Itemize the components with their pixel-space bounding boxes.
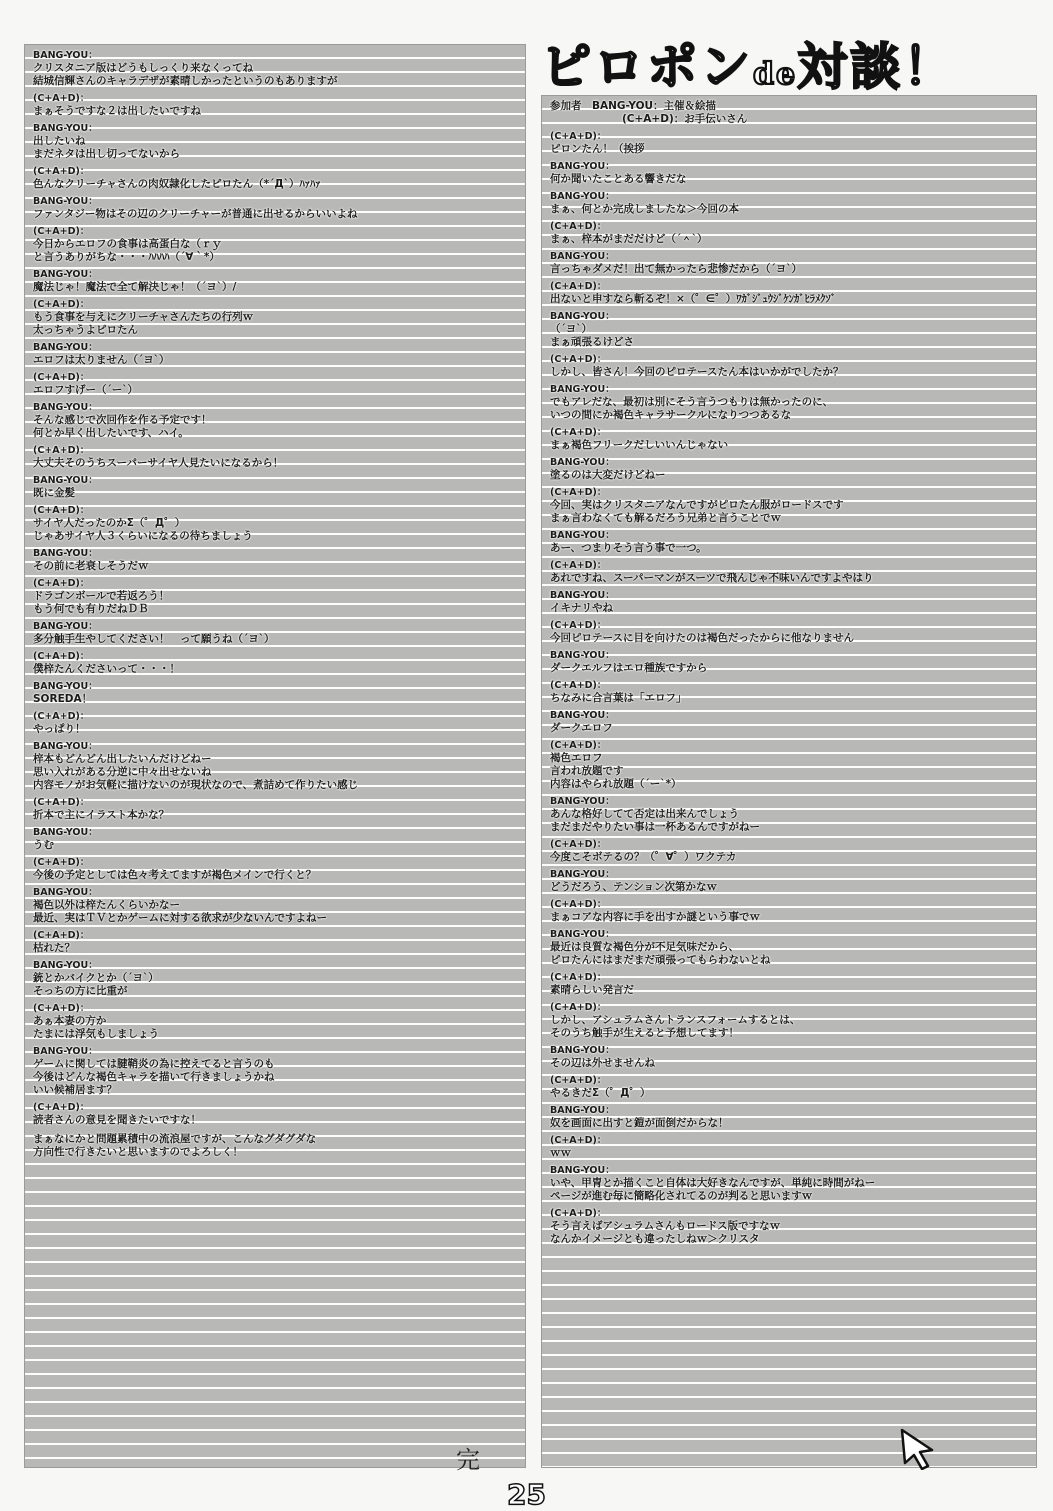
dialogue-line: 塗るのは大変だけどねー	[550, 469, 666, 481]
dialogue-line: 今回、実はクリスタニアなんですがピロたん服がロードスです	[550, 499, 844, 511]
speaker-label: BANG-YOU：	[550, 1165, 615, 1176]
speaker-label: BANG-YOU：	[550, 251, 615, 262]
dialogue-line: 既に金髪	[33, 487, 75, 499]
dialogue-line: どうだろう、テンション次第かなｗ	[550, 881, 718, 893]
dialogue-entry	[550, 486, 1028, 525]
dialogue-entry	[33, 796, 517, 822]
dialogue-line: 最近は良質な褐色分が不足気味だから、	[550, 941, 739, 953]
dialogue-line: SOREDA！	[33, 693, 93, 705]
speaker-label: (C+A+D)：	[550, 972, 607, 983]
dialogue-line: イキナリやね	[550, 602, 613, 614]
speaker-label: BANG-YOU：	[550, 929, 615, 940]
dialogue-line: クリスタニア版はどうもしっくり来なくってね	[33, 62, 254, 74]
dialogue-entry	[550, 1044, 1028, 1070]
dialogue-entry	[33, 710, 517, 736]
speaker-label: BANG-YOU：	[550, 710, 615, 721]
dialogue-line: 色んなクリーチャさんの肉奴隷化したピロたん（*´Д`）ﾊｧﾊｧ	[33, 178, 321, 190]
dialogue-entry	[550, 1134, 1028, 1160]
dialogue-line: まぁ頑張るけどさ	[550, 336, 634, 348]
dialogue-entry	[550, 250, 1028, 276]
dialogue-line: 言われ放題です	[550, 765, 624, 777]
dialogue-line: まぁ言わなくても解るだろう兄弟と言うことでｗ	[550, 512, 781, 524]
dialogue-entry	[33, 122, 517, 161]
speaker-label: BANG-YOU：	[33, 960, 98, 971]
dialogue-entry	[550, 1001, 1028, 1040]
dialogue-line: やっぱり！	[33, 723, 86, 735]
speaker-label: (C+A+D)：	[33, 651, 90, 662]
speaker-label: BANG-YOU：	[550, 590, 615, 601]
dialogue-line: ちなみに合言葉は「エロフ」	[550, 692, 687, 704]
dialogue-entry	[33, 740, 517, 792]
speaker-label: (C+A+D)：	[33, 930, 90, 941]
dialogue-entry	[550, 190, 1028, 216]
dialogue-entry	[550, 160, 1028, 186]
dialogue-entry	[33, 401, 517, 440]
dialogue-entry	[33, 195, 517, 221]
dialogue-line: エロフすげー（´ー`）	[33, 384, 138, 396]
dialogue-line: 折本で主にイラスト本かな？	[33, 809, 170, 821]
speaker-label: BANG-YOU：	[33, 741, 98, 752]
dialogue-line: まぁ、梓本がまだだけど（´＾`）	[550, 233, 708, 245]
dialogue-line: （´ヨ`）	[550, 323, 592, 335]
speaker-label: BANG-YOU：	[550, 869, 615, 880]
dialogue-line: ダークエルフはエロ種族ですから	[550, 662, 708, 674]
dialogue-line: 枯れた？	[33, 942, 75, 954]
page-number: 25	[507, 1478, 546, 1511]
left-column	[24, 44, 526, 1468]
speaker-label: BANG-YOU：	[550, 311, 615, 322]
dialogue-entry	[550, 220, 1028, 246]
dialogue-line: と言うありがちな・・・ﾊﾊﾊﾊ（´∀｀*）	[33, 251, 220, 263]
dialogue-line: しかし、皆さん！今回のピロテースたん本はいかがでしたか？	[550, 366, 844, 378]
speaker-label: BANG-YOU：	[33, 342, 98, 353]
dialogue-entry	[33, 1002, 517, 1041]
speaker-label: (C+A+D)：	[550, 354, 607, 365]
speaker-label: BANG-YOU：	[33, 887, 98, 898]
dialogue-line: 魔法じゃ！魔法で全て解決じゃ！（´ヨ`）/	[33, 281, 237, 293]
dialogue-entry	[33, 1045, 517, 1097]
dialogue-entry	[550, 1164, 1028, 1203]
dialogue-line: なんかイメージとも違ったしねｗ＞クリスタ	[550, 1233, 760, 1245]
dialogue-entry	[550, 928, 1028, 967]
dialogue-line: やるきだΣ（゜Д゜）	[550, 1087, 651, 1099]
dialogue-line: 素晴らしい発言だ	[550, 984, 634, 996]
dialogue-line: ゲームに関しては腱鞘炎の為に控えてると言うのも	[33, 1058, 275, 1070]
dialogue-line: 何とか早く出したいです、ハイ。	[33, 427, 189, 439]
dialogue-line: ファンタジー物はその辺のクリーチャーが普通に出せるからいいよね	[33, 208, 358, 220]
speaker-label: BANG-YOU：	[550, 650, 615, 661]
dialogue-entry	[33, 268, 517, 294]
dialogue-line: いつの間にか褐色キャラサークルになりつつあるな	[550, 409, 792, 421]
speaker-label: (C+A+D)：	[33, 505, 90, 516]
speaker-label: (C+A+D)：	[33, 578, 90, 589]
speaker-label: (C+A+D)：	[550, 1208, 607, 1219]
dialogue-entry	[550, 795, 1028, 834]
dialogue-line: もう何でも有りだねＤＢ	[33, 603, 149, 615]
dialogue-entry	[550, 971, 1028, 997]
dialogue-entry	[33, 680, 517, 706]
participants-block	[550, 100, 1028, 126]
speaker-label: BANG-YOU：	[33, 50, 98, 61]
dialogue-entry	[33, 474, 517, 500]
speaker-label: BANG-YOU：	[33, 621, 98, 632]
speaker-label: (C+A+D)：	[33, 299, 90, 310]
participants-label: 参加者	[550, 100, 582, 112]
speaker-label: (C+A+D)：	[33, 857, 90, 868]
dialogue-line: まだまだやりたい事は一杯あるんですがねー	[550, 821, 760, 833]
dialogue-entry	[550, 529, 1028, 555]
speaker-label: BANG-YOU：	[550, 530, 615, 541]
participant-cad: (C+A+D)：お手伝いさん	[622, 113, 748, 125]
dialogue-entry	[33, 225, 517, 264]
closing-line: まぁなにかと問題累積中の流浪屋ですが、こんなグダグダな	[33, 1133, 317, 1145]
participant-bang-you: BANG-YOU：主催＆絵描	[592, 100, 717, 112]
dialogue-entry	[550, 1074, 1028, 1100]
right-dialogue	[550, 130, 1028, 1246]
dialogue-entry	[33, 547, 517, 573]
dialogue-line: そのうち触手が生えると予想してます！	[550, 1027, 739, 1039]
speaker-label: BANG-YOU：	[33, 123, 98, 134]
speaker-label: (C+A+D)：	[33, 372, 90, 383]
dialogue-line: そんな感じで次回作を作る予定です！	[33, 414, 212, 426]
dialogue-entry	[33, 298, 517, 337]
speaker-label: (C+A+D)：	[550, 1002, 607, 1013]
closing-line: 方向性で行きたいと思いますのでよろしく！	[33, 1146, 243, 1158]
speaker-label: BANG-YOU：	[550, 384, 615, 395]
cursor-arrow-icon	[898, 1428, 936, 1470]
dialogue-entry	[550, 868, 1028, 894]
dialogue-entry	[550, 426, 1028, 452]
dialogue-entry	[33, 165, 517, 191]
dialogue-line: でもアレだな、最初は別にそう言うつもりは無かったのに、	[550, 396, 834, 408]
dialogue-line: ダークエロフ	[550, 722, 613, 734]
dialogue-line: たまには浮気もしましょう	[33, 1028, 159, 1040]
speaker-label: BANG-YOU：	[33, 681, 98, 692]
dialogue-entry	[33, 504, 517, 543]
dialogue-line: まぁコアな内容に手を出すか謎という事でｗ	[550, 911, 760, 923]
speaker-label: BANG-YOU：	[33, 269, 98, 280]
dialogue-line: そう言えばアシュラムさんもロードス版ですなｗ	[550, 1220, 781, 1232]
dialogue-entry	[33, 444, 517, 470]
dialogue-line: あー、つまりそう言う事で一つ。	[550, 542, 707, 554]
dialogue-entry	[550, 898, 1028, 924]
dialogue-line: 大丈夫そのうちスーパーサイヤ人見たいになるから！	[33, 457, 284, 469]
dialogue-line: 結城信輝さんのキャラデザが素晴しかったというのもありますが	[33, 75, 338, 87]
dialogue-line: その辺は外せませんね	[550, 1057, 655, 1069]
speaker-label: BANG-YOU：	[33, 475, 98, 486]
speaker-label: BANG-YOU：	[33, 402, 98, 413]
dialogue-entry	[550, 280, 1028, 306]
dialogue-entry	[33, 577, 517, 616]
dialogue-line: まぁ、何とか完成しましたな＞今回の本	[550, 203, 739, 215]
dialogue-line: ピロたんにはまだまだ頑張ってもらわないとね	[550, 954, 771, 966]
dialogue-line: 読者さんの意見を聞きたいですな！	[33, 1114, 201, 1126]
dialogue-line: 多分触手生やしてください！ って願うね（´ヨ`）	[33, 633, 275, 645]
dialogue-line: 最近、実はＴＶとかゲームに対する欲求が少ないんですよねー	[33, 912, 327, 924]
dialogue-line: 内容モノがお気軽に描けないのが現状なので、煮詰めて作りたい感じ	[33, 779, 359, 791]
dialogue-entry	[550, 353, 1028, 379]
dialogue-entry	[550, 709, 1028, 735]
speaker-label: (C+A+D)：	[550, 427, 607, 438]
dialogue-entry	[33, 826, 517, 852]
dialogue-line: うむ	[33, 839, 54, 851]
speaker-label: (C+A+D)：	[550, 1135, 607, 1146]
speaker-label: BANG-YOU：	[33, 827, 98, 838]
dialogue-line: ｗｗ	[550, 1147, 571, 1159]
dialogue-line: 今度こそボテるの？（゜∀゜）ワクテカ	[550, 851, 737, 863]
dialogue-line: ページが進む毎に簡略化されてるのが判ると思いますｗ	[550, 1190, 813, 1202]
dialogue-line: 出したいね	[33, 135, 86, 147]
speaker-label: (C+A+D)：	[550, 221, 607, 232]
dialogue-entry	[550, 649, 1028, 675]
dialogue-line: あぁ本妻の方か	[33, 1015, 107, 1027]
dialogue-entry	[550, 679, 1028, 705]
dialogue-line: 銃とかバイクとか（´ヨ`）	[33, 972, 159, 984]
dialogue-entry	[550, 589, 1028, 615]
dialogue-entry	[33, 620, 517, 646]
speaker-label: (C+A+D)：	[550, 620, 607, 631]
dialogue-entry	[33, 650, 517, 676]
dialogue-line: あんな格好してて否定は出来んでしょう	[550, 808, 739, 820]
speaker-label: (C+A+D)：	[33, 226, 90, 237]
dialogue-line: しかし、アシュラムさんトランスフォームするとは、	[550, 1014, 801, 1026]
speaker-label: (C+A+D)：	[33, 797, 90, 808]
speaker-label: BANG-YOU：	[33, 1046, 98, 1057]
speaker-label: (C+A+D)：	[550, 487, 607, 498]
dialogue-line: いい候補居ます？	[33, 1084, 117, 1096]
dialogue-line: 出ないと申すなら斬るぞ！×（゜∈゜）ﾜｶﾞｼﾞｭｳｼﾞｹﾝｶﾞﾋﾗﾒｸｿﾞ	[550, 293, 836, 305]
dialogue-line: まぁ褐色フリークだしいいんじゃない	[550, 439, 729, 451]
speaker-label: (C+A+D)：	[33, 1003, 90, 1014]
speaker-label: BANG-YOU：	[550, 796, 615, 807]
dialogue-line: 梓本もどんどん出したいんだけどねー	[33, 753, 212, 765]
speaker-label: (C+A+D)：	[550, 1075, 607, 1086]
dialogue-line: あれですね、スーパーマンがスーツで飛んじゃ不味いんですよやはり	[550, 572, 874, 584]
dialogue-line: 何か聞いたことある響きだな	[550, 173, 687, 185]
speaker-label: (C+A+D)：	[33, 445, 90, 456]
speaker-label: BANG-YOU：	[550, 1105, 615, 1116]
dialogue-entry	[550, 310, 1028, 349]
title-de: de	[753, 57, 798, 92]
dialogue-entry	[550, 383, 1028, 422]
speaker-label: (C+A+D)：	[550, 839, 607, 850]
dialogue-line: 褐色以外は梓たんくらいかなー	[33, 899, 180, 911]
dialogue-line: じゃあサイヤ人３くらいになるの待ちましょう	[33, 530, 253, 542]
dialogue-line: 言っちゃダメだ！出て無かったら悲惨だから（´ヨ`）	[550, 263, 802, 275]
dialogue-entry	[550, 130, 1028, 156]
dialogue-line: 内容はやられ放題（´ー`*）	[550, 778, 682, 790]
dialogue-line: その前に老衰しそうだｗ	[33, 560, 149, 572]
speaker-label: BANG-YOU：	[550, 191, 615, 202]
dialogue-line: サイヤ人だったのかΣ（゜Д゜）	[33, 517, 186, 529]
article-title	[541, 34, 1037, 92]
dialogue-line: 今回ピロテースに目を向けたのは褐色だったからに他なりません	[550, 632, 854, 644]
speaker-label: (C+A+D)：	[550, 281, 607, 292]
dialogue-line: いや、甲冑とか描くこと自体は大好きなんですが、単純に時間がねー	[550, 1177, 876, 1189]
dialogue-line: 今後はどんな褐色キャラを描いて行きましょうかね	[33, 1071, 275, 1083]
dialogue-entry	[33, 959, 517, 998]
speaker-label: (C+A+D)：	[33, 166, 90, 177]
dialogue-line: ドラゴンボールで若返ろう！	[33, 590, 170, 602]
speaker-label: BANG-YOU：	[550, 161, 615, 172]
dialogue-entry	[33, 856, 517, 882]
speaker-label: (C+A+D)：	[550, 131, 607, 142]
speaker-label: BANG-YOU：	[33, 548, 98, 559]
dialogue-line: 太っちゃうよピロたん	[33, 324, 138, 336]
dialogue-line: もう食事を与えにクリーチャさんたちの行列ｗ	[33, 311, 254, 323]
dialogue-line: そっちの方に比重が	[33, 985, 128, 997]
dialogue-line: 今後の予定としては色々考えてますが褐色メインで行くと？	[33, 869, 317, 881]
speaker-label: (C+A+D)：	[33, 711, 90, 722]
dialogue-entry	[33, 49, 517, 88]
dialogue-entry	[33, 371, 517, 397]
speaker-label: (C+A+D)：	[550, 899, 607, 910]
dialogue-line: まぁそうですな２は出したいですね	[33, 105, 201, 117]
dialogue-entry	[550, 1104, 1028, 1130]
end-mark: 完	[456, 1446, 480, 1474]
dialogue-line: まだネタは出し切ってないから	[33, 148, 180, 160]
dialogue-line: 奴を画面に出すと鎧が面倒だからな！	[550, 1117, 729, 1129]
speaker-label: BANG-YOU：	[550, 457, 615, 468]
dialogue-line: 思い入れがある分逆に中々出せないね	[33, 766, 212, 778]
dialogue-entry	[33, 341, 517, 367]
title-tail: 対談！	[797, 37, 957, 92]
speaker-label: (C+A+D)：	[550, 740, 607, 751]
title-main: ピロポン	[541, 37, 753, 92]
dialogue-line: 褐色エロフ	[550, 752, 603, 764]
speaker-label: (C+A+D)：	[550, 560, 607, 571]
dialogue-entry	[33, 92, 517, 118]
dialogue-entry	[550, 838, 1028, 864]
speaker-label: BANG-YOU：	[33, 196, 98, 207]
dialogue-entry	[550, 739, 1028, 791]
closing-remark	[33, 1133, 517, 1159]
dialogue-entry	[33, 929, 517, 955]
speaker-label: (C+A+D)：	[33, 1102, 90, 1113]
dialogue-entry	[550, 1207, 1028, 1246]
speaker-label: (C+A+D)：	[33, 93, 90, 104]
dialogue-line: 僕梓たんくださいって・・・！	[33, 663, 180, 675]
right-column	[541, 95, 1037, 1468]
dialogue-line: 今日からエロフの食事は高蛋白な（ｒｙ	[33, 238, 222, 250]
dialogue-entry	[33, 1101, 517, 1127]
speaker-label: (C+A+D)：	[550, 680, 607, 691]
speaker-label: BANG-YOU：	[550, 1045, 615, 1056]
dialogue-entry	[550, 559, 1028, 585]
dialogue-line: エロフは太りません（´ヨ`）	[33, 354, 170, 366]
dialogue-entry	[33, 886, 517, 925]
dialogue-entry	[550, 619, 1028, 645]
dialogue-line: ピロンたん！（挨拶	[550, 143, 645, 155]
dialogue-entry	[550, 456, 1028, 482]
